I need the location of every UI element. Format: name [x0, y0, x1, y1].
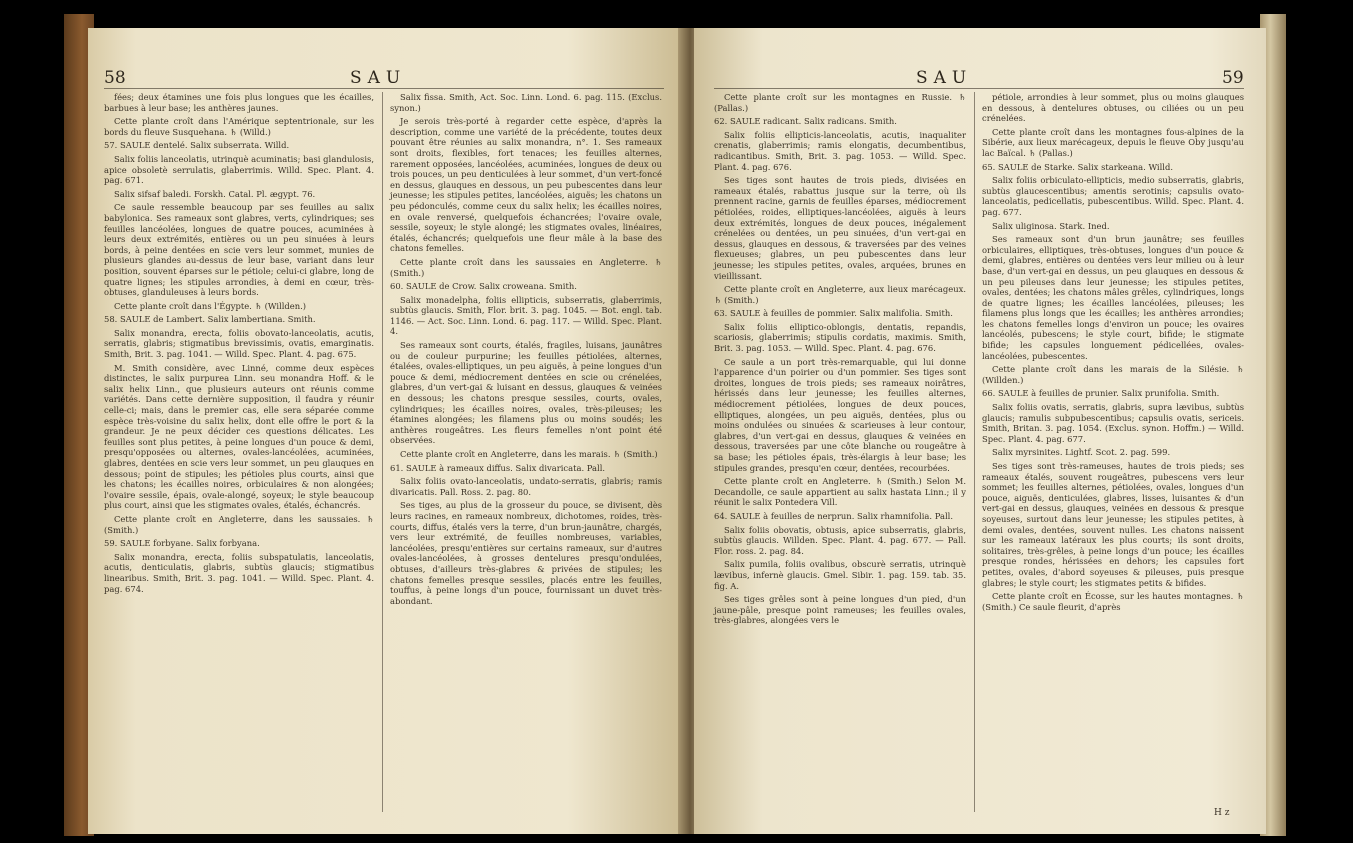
text-paragraph: Cette plante croît en Angleterre, dans les saussaies. ♄ (Smith.)	[104, 513, 374, 535]
text-paragraph: 61. SAULE à rameaux diffus. Salix divaricata. Pall.	[390, 462, 606, 473]
text-paragraph: Salix foliis ellipticis-lanceolatis, acutis, inaqualiter crenatis, glaberrimis; ramis elongatis, decumbentibus, radicantibus. Smith, Brit. 3. pag. 1053. — Willd. Spec. Plant. 4. pag. 676.	[714, 129, 966, 172]
text-paragraph: Cette plante croît en Angleterre, dans les marais. ♄ (Smith.)	[400, 449, 658, 459]
text-paragraph: Salix uliginosa. Stark. Ined.	[992, 220, 1110, 231]
text-paragraph: Cette plante croît en Angleterre, aux lieux marécageux. ♄ (Smith.)	[714, 284, 966, 305]
text-paragraph: Cette plante croît dans l'Amérique septentrionale, sur les bords du fleuve Susquehana. ♄ (Willd.)	[104, 116, 374, 137]
left-column-2	[390, 92, 662, 609]
left-page-header: SAU	[350, 68, 407, 88]
right-column-divider	[974, 92, 975, 812]
text-paragraph: Ce saule a un port très-remarquable, qui lui donne l'apparence d'un poirier ou d'un pommier. Ses tiges sont droites, longues de trois pieds; ses rameaux noirâtres, hérissés dans leur jeunesse; les feuilles alternes, médiocrement pétiolées, longues de deux pouces, elliptiques, alongées, un peu aiguës, dentées, plus ou moins ondulées ou sinuées & scarieuses à leur contour, glabres, d'un vert-gai en dessus, glauques & veinées en dessous, traversées par une côte blanche ou rougeâtre à sa base; les pétioles épais, très-élargis à leur base; les stipules grandes, presqu'en cœur, dentées, recourbées.	[714, 356, 966, 473]
text-paragraph: 66. SAULE à feuilles de prunier. Salix prunifolia. Smith.	[982, 388, 1220, 399]
text-paragraph: Cette plante croît dans les montagnes fous-alpines de la Sibérie, aux lieux marécageux, depuis le fleuve Oby jusqu'au lac Baïcal. ♄ (Pallas.)	[982, 126, 1244, 158]
text-paragraph: Salix foliis ovato-lanceolatis, undato-serratis, glabris; ramis divaricatis. Pall. Ross. 2. pag. 80.	[390, 476, 662, 497]
text-paragraph: Ce saule ressemble beaucoup par ses feuilles au salix babylonica. Ses rameaux sont glabres, verts, cylindriques; ses feuilles lancéolées, longues de quatre pouces, acuminées à leurs deux extrémités, entières ou un peu sinuées à leurs bords, à peine dentées en scie vers leur sommet, munies de plusieurs glandes au-dessus de leur base, variant dans leur position, souvent éparses sur le pétiole; celui-ci glabre, long de quatre lignes; les stipules arrondies, à demi en cœur, très-obtuses, glanduleuses à leurs bords.	[104, 202, 374, 298]
left-column-divider	[382, 92, 383, 812]
right-page-header: SAU	[916, 68, 973, 88]
right-page	[694, 28, 1266, 834]
text-paragraph: Salix sifsaf baledi. Forskh. Catal. Pl. ægypt. 76.	[114, 188, 316, 199]
text-paragraph: Ses rameaux sont d'un brun jaunâtre; ses feuilles orbiculaires, elliptiques, très-obtuses, longues d'un pouce & demi, glabres, entières ou dentées vers leur milieu ou à leur base, d'un vert-gai en dessus, un peu glauques en dessous & un peu pileuses dans leur jeunesse; les stipules petites, ovales, dentées; les chatons mâles grêles, cylindriques, longs de quatre lignes; les écailles lancéolées, pileuses; les filamens plus longs que les écailles; les anthères arrondies; les chatons femelles longs d'environ un pouce; les ovaires lancéolés, pubescens; le style court, bifide; le stigmate bifide; les capsules longuement pédicellées, ovales-lancéolées, pubescentes.	[982, 234, 1244, 361]
text-paragraph: Salix foliis ovatis, serratis, glabris, supra lævibus, subtùs glaucis; ramulis subpubescentibus; capsulis ovatis, sericeis. Smith, Britan. 3. pag. 1054. (Exclus. synon. Hoffm.) — Willd. Spec. Plant. 4. pag. 677.	[982, 402, 1244, 444]
text-paragraph: Ses tiges, au plus de la grosseur du pouce, se divisent, dès leurs racines, en rameaux nombreux, dichotomes, roides, très-courts, diffus, étalés vers la terre, d'un brun-jaunâtre, chargés, vers leur extrémité, de feuilles nombreuses, variables, lancéolées, presqu'entières sur certains rameaux, sur d'autres ovales-lancéolées, à grosses dentelures presqu'ondulées, obtuses, d'ailleurs très-glabres & privées de stipules; les chatons femelles presque sessiles, placés entre les feuilles, touffus, à peine longs d'un pouce, fournissant un duvet très-abondant.	[390, 500, 662, 606]
text-paragraph: M. Smith considère, avec Linné, comme deux espèces distinctes, le salix purpurea Linn. seu monandra Hoff. & le salix helix Linn., que plusieurs auteurs ont réunis comme variétés. Dans cette dernière supposition, il faudra y réunir celle-ci; mais, dans le premier cas, elle sera séparée comme espèce très-voisine du salix helix, dont elle offre le port & la grandeur. Je ne peux décider ces questions délicates. Les feuilles sont plus petites, à peine longues d'un pouce & demi, presqu'opposées ou alternes, ovales-lancéolées, acuminées, glabres, dentées en scie vers leur sommet, un peu glauques en dessous; point de stipules; les pétioles plus courts, ainsi que les chatons; les écailles noires, orbiculaires & non alongées; l'ovaire sessile, épais, ovale-alongé, soyeux; le style beaucoup plus court, ainsi que les stigmates ovales, étalés, échancrés.	[104, 362, 374, 511]
right-page-number: 59	[1222, 68, 1244, 88]
text-paragraph: 57. SAULE dentelé. Salix subserrata. Willd.	[104, 140, 290, 151]
text-paragraph: fées; deux étamines une fois plus longues que les écailles, barbues à leur base; les anthères jaunes.	[104, 92, 374, 113]
text-paragraph: Salix foliis obovatis, obtusis, apice subserratis, glabris, subtùs glaucis. Willden. Spec. Plant. 4. pag. 677. — Pall. Flor. ross. 2. pag. 84.	[714, 524, 966, 556]
text-paragraph: 58. SAULE de Lambert. Salix lambertiana. Smith.	[104, 314, 316, 325]
right-column-1	[714, 92, 966, 629]
text-paragraph: Ses rameaux sont courts, étalés, fragiles, luisans, jaunâtres ou de couleur purpurine; les feuilles pétiolées, alternes, étalées, ovales-elliptiques, un peu aiguës, à peine longues d'un pouce & demi, médiocrement dentées en scie ou crénelées, glabres, d'un vert-gai & luisant en dessus, glauques & veinées en dessous; les chatons presque sessiles, courts, ovales, cylindriques; les écailles noires, ovales, très-pileuses; les étamines alongées; les filamens plus ou moins soudés; les anthères rougeâtres. Les fleurs femelles n'ont point été observées.	[390, 340, 662, 446]
left-page-number: 58	[104, 68, 126, 88]
text-paragraph: 60. SAULE de Crow. Salix croweana. Smith.	[390, 281, 577, 292]
text-paragraph: Salix foliis elliptico-oblongis, dentatis, repandis, scariosis, glaberrimis; stipulis cordatis, maximis. Smith, Brit. 3. pag. 1053. — Willd. Spec. Plant. 4. pag. 676.	[714, 321, 966, 354]
open-book	[64, 14, 1286, 836]
right-column-2	[982, 92, 1244, 615]
text-paragraph: 62. SAULE radicant. Salix radicans. Smith.	[714, 116, 897, 127]
text-paragraph: Je serois très-porté à regarder cette espèce, d'après la description, comme une variété de la précédente, toutes deux pouvant être réunies au salix monandra, n°. 1. Ses rameaux sont droits, flexibles, fort tenaces; les feuilles alternes, rarement opposées, lancéolées, acuminées, longues de deux ou trois pouces, un peu denticulées à leur sommet, d'un vert-foncé en dessus, glauques en dessous, un peu pubescentes dans leur jeunesse; les stipules petites, lancéolées, aiguës; les chatons un peu pédonculés, comme ceux du salix helix; les écailles noires, en ovale renversé, quelquefois échancrées; l'ovaire ovale, sessile, soyeux; le style alongé; les stigmates ovales, linéaires, étalés, échancrés; quelquefois une fleur mâle à la base des chatons femelles.	[390, 116, 662, 254]
text-paragraph: Salix myrsinites. Lightf. Scot. 2. pag. 599.	[992, 447, 1171, 458]
text-paragraph: Salix foliis orbiculato-ellipticis, medio subserratis, glabris, subtùs glaucescentibus; amentis serotinis; capsulis ovato-lanceolatis, pedicellatis, pubescentibus. Willd. Spec. Plant. 4. pag. 677.	[982, 175, 1244, 217]
page-signature: H z	[1214, 808, 1230, 818]
text-paragraph: 59. SAULE forbyane. Salix forbyana.	[104, 538, 260, 549]
text-paragraph: Cette plante croît en Écosse, sur les hautes montagnes. ♄ (Smith.) Ce saule fleurit, d'après	[982, 591, 1244, 612]
text-paragraph: Cette plante croît sur les montagnes en Russie. ♄ (Pallas.)	[714, 92, 966, 113]
left-page	[88, 28, 688, 834]
text-paragraph: Cette plante croît dans les marais de la Silésie. ♄ (Willden.)	[982, 364, 1244, 385]
text-paragraph: Ses tiges sont hautes de trois pieds, divisées en rameaux étalés, rabattus jusque sur la terre, où ils prennent racine, garnis de feuilles éparses, médiocrement pétiolées, roides, elliptiques-lancéolées, aiguës à leurs deux extrémités, longues de deux pouces, inégalement crénelées ou dentées, un peu sinuées, d'un vert-gai en dessus, glauques en dessous, & traversées par des veines flexueuses; glabres, un peu pubescentes dans leur jeunesse; les stipules petites, ovales, arquées, brunes en vieillissant.	[714, 175, 966, 281]
text-paragraph: 65. SAULE de Starke. Salix starkeana. Willd.	[982, 161, 1173, 172]
text-paragraph: 63. SAULE à feuilles de pommier. Salix malifolia. Smith.	[714, 308, 953, 319]
text-paragraph: Cette plante croît dans l'Égypte. ♄ (Willden.)	[114, 300, 307, 311]
text-paragraph: Salix monandra, erecta, foliis obovato-lanceolatis, acutis, serratis, glabris; stigmatibus brevissimis, ovatis, emarginatis. Smith, Brit. 3. pag. 1041. — Willd. Spec. Plant. 4. pag. 675.	[104, 327, 374, 360]
text-paragraph: Salix pumila, foliis ovalibus, obscurè serratis, utrinquè lævibus, infernè glaucis. Gmel. Sibir. 1. pag. 159. tab. 35. fig. A.	[714, 559, 966, 591]
text-paragraph: Salix monadelpha, foliis ellipticis, subserratis, glaberrimis, subtùs glaucis. Smith, Flor. brit. 3. pag. 1045. — Bot. engl. tab. 1146. — Act. Soc. Linn. Lond. 6. pag. 117. — Willd. Spec. Plant. 4.	[390, 294, 662, 337]
text-paragraph: 64. SAULE à feuilles de nerprun. Salix rhamnifolia. Pall.	[714, 510, 953, 521]
text-paragraph: Salix monandra, erecta, foliis subspatulatis, lanceolatis, acutis, denticulatis, glabris, subtùs glaucis; stigmatibus linearibus. Smith, Brit. 3. pag. 1041. — Willd. Spec. Plant. 4. pag. 674.	[104, 551, 374, 594]
text-paragraph: Salix foliis lanceolatis, utrinquè acuminatis; basi glandulosis, apice obsoletè serrulatis, glaberrimis. Willd. Spec. Plant. 4. pag. 671.	[104, 153, 374, 186]
right-header-rule	[714, 88, 1244, 89]
text-paragraph: Cette plante croît en Angleterre. ♄ (Smith.) Selon M. Decandolle, ce saule appartient au salix hastata Linn.; il y réunit le salix Pontedera Vill.	[714, 476, 966, 508]
text-paragraph: pétiole, arrondies à leur sommet, plus ou moins glauques en dessous, à dentelures obtuses, ou ciliées ou un peu crénelées.	[982, 92, 1244, 124]
text-paragraph: Ses tiges sont très-rameuses, hautes de trois pieds; ses rameaux étalés, souvent rougeâtres, pubescens vers leur sommet; les feuilles alternes, pétiolées, ovales, longues d'un pouce, aiguës, denticulées, glabres, lisses, luisantes & d'un vert-gai en dessus, glauques, veinées en dessous & presque soyeuses, surtout dans leur jeunesse; les stipules petites, à demi ovales, dentées, souvent nulles. Les chatons naissent sur les rameaux latéraux les plus courts; ils sont droits, solitaires, très-grêles, à peine longs d'un pouce; les écailles presque rondes, hérissées en dehors; les capsules fort petites, ovales, d'abord soyeuses & pileuses, puis presque glabres; le style court; les stigmates petits & bifides.	[982, 461, 1244, 588]
text-paragraph: Ses tiges grêles sont à peine longues d'un pied, d'un jaune-pâle, presque point rameuses; les feuilles ovales, très-glabres, alongées vers le	[714, 594, 966, 626]
left-column-1	[104, 92, 374, 597]
left-header-rule	[104, 88, 664, 89]
text-paragraph: Salix fissa. Smith, Act. Soc. Linn. Lond. 6. pag. 115. (Exclus. synon.)	[390, 92, 662, 113]
text-paragraph: Cette plante croît dans les saussaies en Angleterre. ♄ (Smith.)	[390, 256, 662, 278]
